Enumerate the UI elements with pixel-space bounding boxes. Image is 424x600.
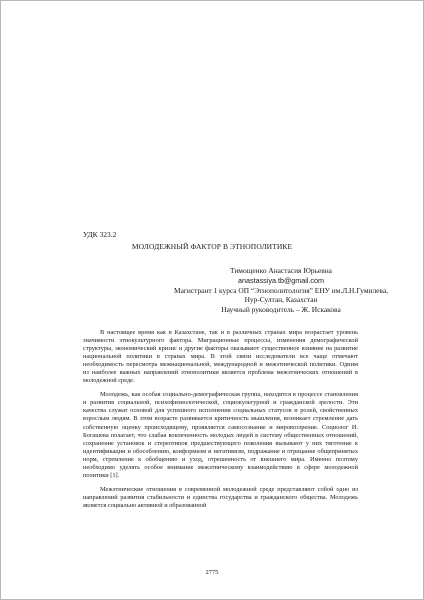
udk-code: УДК 323.2 — [83, 230, 117, 239]
author-location: Нур-Султан, Казахстан — [244, 295, 318, 305]
author-name: Тимощенко Анастасия Юрьевна — [230, 266, 332, 275]
paragraph: В настоящее время как в Казахстане, так и в различных странах мира возрастает уровень значимости этнокультурного фактора. Миграционные процессы, изменения демографической структуры, экономический кризис и другие факторы оказывают существенное влияние на развитие национальной политики в странах мира. В этой связи исследователи все чаще отмечают необходимость пересмотра межнациональной, международной и межэтнической политики. Одним из наиболее важных направлений этнополитики является проблема межэтнических отношений в молодежной среде. — [83, 329, 358, 385]
author-email: anastassiya.tb@gmail.com — [238, 275, 324, 285]
paragraph: Межэтнические отношения в современной молодежной среде представляют собой одно из направлений развития стабильности и единства государства и гражданского общества. Молодежь является социально активной и образованной — [83, 485, 358, 509]
author-position: Магистрант 1 курса ОП “Этнополитология” ЕНУ им.Л.Н.Гумилева, — [174, 285, 388, 295]
article-body — [83, 329, 358, 516]
article-title: МОЛОДЕЖНЫЙ ФАКТОР В ЭТНОПОЛИТИКЕ — [131, 242, 293, 251]
page-number: 2775 — [205, 569, 219, 576]
author-supervisor: Научный руководитель – Ж. Искакова — [221, 305, 341, 315]
author-block — [151, 266, 411, 315]
paragraph: Молодежь, как особая социально-демографическая группа, находится в процессе становления и развития социальной, психофизиологической, социокультурной и гражданской зрелости. Эти качества служат основой для успешного исполнения социальных статусов и ролей, свойственных взрослым людям. В этом возрасте развивается критичность мышления, возникает стремление дать собственную оценку происходящему, проявляется самосознание и мировоззрение. Социолог И. Богашева полагает, что слабая вовлеченность молодых людей в систему общественных отношений, сохранение установок и стереотипов предшествующего поколения вызывают у них тяготение к идентификации и обособлению, конформизм и негативизм, подражание и отрицание общепринятых норм, стремление к обобщению и уход, отрешенность от внешнего мира. Именно поэтому необходимо уделять особое внимание межэтническому взаимодействию в сфере молодежной политики [1]. — [83, 391, 358, 479]
